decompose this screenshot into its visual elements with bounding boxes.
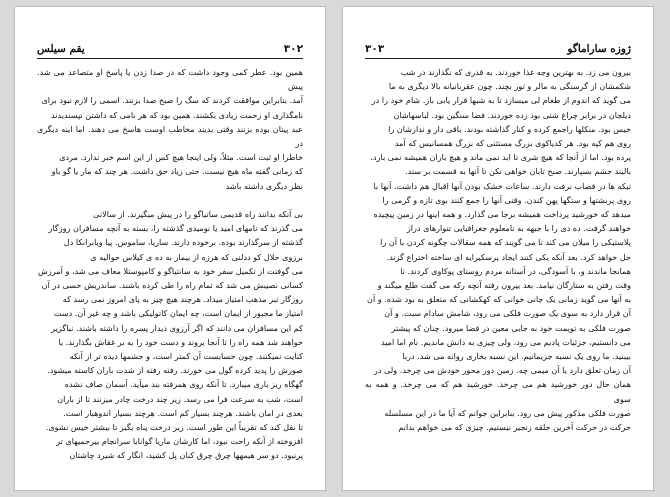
running-head: یقم سیلس bbox=[37, 43, 85, 55]
running-head: ژوزه ساراماگو bbox=[567, 43, 631, 55]
left-page bbox=[14, 6, 326, 491]
page-number: ۳۰۲ bbox=[283, 43, 303, 55]
page-number: ۳۰۳ bbox=[365, 43, 385, 55]
right-page-header bbox=[365, 43, 631, 59]
right-page bbox=[342, 6, 654, 491]
left-page-body-text: همین بود. عطر کمی وجود داشت که در صدا زدن یا پاسخ او متصاعد می شد. پیش آمد. بنابراین موافقت کردند که سگ را صبح صدا بزنند. اسمی را لازم نبود برای نامگذاری او زحمت زیادی بکشند. همین بود که هر نامی که داشتن نپسندیدند عبد پیتان بوده بزنند وقتی بدیند مخاطب اوست هاسخ می دهند. اما اینه دیگری در خاطرا او ثبت است. مثلاً، ولی اینجا هیچ کس از این اسم خبر ندارد. مردی که زمانی گفته ماه هیچ نیست. حتی زیاد حق داشت. هر چند که مار یا گو باو نظر دیگری داشته باشد بی آنکه بدانند راه قدیمی ساتیاگو را در پیش میگیرند. از سالانی می گذرند که نامهای امید یا نومیدی گذشته را، بسته به آنچه مسافران روزگار گذشته از سرگذارند بوده. برخوده دارند. ساریا، ساموس. پیا ویابرانکا دل برزوی حلال کو ددلنی که هرزه از بیمار به ده ی کیلاس حوالیه ی می گوفنت از تکمیل سفر خود به سانتیاگو و کامپوستلا معاف می شد، و آمرزش کسانی نصیبش می شد که تمام راه را طی کرده باشند. ساندریش حسی در آن روزگار تبر مذهب امتیاز میداد. هرچند هیچ چیز به پای امروز نمی رسد که امتیاز ما مجبور از ایمان است، چه ایمان کاتولیکی باشد و چه غیر آن. دست کم این مسافران می دانند که اگر آرزوی دیدار پسره را داشته باشند. نباگزیر خواهند شد همه راه را تا آنجا بروند و دست خود را به بر غقاش بگذارند. یا کنایت نمیکنند. چون حسابست آن کمتر است، و جشمها دیده تر از آنکه صورش را پدید کرده گول می خورند. رفته رفته از شدت باران کاسته میشود. گهگاه ریز باری میبارد. تا آنکه روی همرفته بند میآید. آسمان صاف نشده است، شب به سرعت فرا می رسد. زیر چند درخت چادر میزنند تا از باران بعدی در امان باشند. هرچند بسیار کم است. هرچند بسیار اندوهبار است. تا نقل کند که تقریباً این طور است. زیر درخت پناه بگیر تا بیشتر خیس نشوی. افزوخته از آنکه راحت نبود، اما کارشان ماریا گوانایا سرانجام بیرحمیهای تر پرنبود. دو سر هیمهها چرق چرق کنان پل کشید، انگار که شیرد چاشتان bbox=[37, 67, 303, 461]
left-page-header bbox=[37, 43, 303, 59]
right-page-body-text: بیرون می زد. به بهترین وجه غذا خوردند. به قدری که نگذارند در شب شکمشان از گرسنگی به مالر و تور بچند. چون عقربانیانه بالا دیگری به ما می گوید که اندوم از طعام لی میسازد تا به شبها قرار یابی باز. شام خود را در دیلجان در برابر چراغ شتی بود زده خوردند. فضا سنگین بود. لباسهاشان خیس بود. منکلها راجمع کرده و کنار گذاشته بودند. باقی دار و ندارشان را روی هم کپه بود. هر کدیاکوی بزرگ مستثنی که بزرگ همسانیس که آمد پرده بود. اما از آنجا که هیچ شری تا ابد نمی ماند و هیچ باران همیشه نمی بارد، بالیند جشم بسپارند. صبح تابان خواهی نکن تا آنها به قسمت بر سند. تیکه ها در قصاب نرفت دارند. ساعات خشک بودن آنها اقبال هم داشت. آنها با روی پربشتها و ستگها پهن کندن. وقتی آنها را جمع کنند بوی تازه و گرمی را میدهد که خورشید پرداخت همیشه برجا می گذارد. و همه اینها در زمین پیچیده خواهند گرفت. ده دی را با جبهه به نامعلوم جغرافیایی تنوارهای دراز پلاستیکی را میلان می کند تا می گویند که همه سقالات چگونه کردن با آن را حل خواهد کرد. بعد آنکه یکی کنند ایجاد پرسکیرایه ای ساخته اختراع گزند. همانجا ماندند و، با آسودگی، در آستانه مردم روستای پوکاوی کردند. تا وقت رفتن به ستارگان نیامد. بعد بیرون رفته آنچه رکه می گفت طلع میگند و به آنها می گوید زمانی یک جانی خوانی که کهکشانی که متعلق به بود شده. و آن آن قرار دارد به سوی یک صورت فلکی می رود، شامش سادام سبت. و آن صورت فلکی به تویمت خود به جایی معین در فضا میرود. چنان که پیشتر می دانستیم، جزئیات پادیم می رود، ولی چیزی به دانش ماندیم. نام اما امید بیبنید. ما روی یک نسبه جزیمانیم. این نسبه بخاری روانه می شد. دربا آن زمان تعلق دارد یا آن میمی چه. زمین دور محور خودش می چرخد. ولی در همان حال دور خورشید هم می چرخد. خورشید هم که می چرخد. و همه به سوی صورت فلکی مذکور پیش می رود. بنابراین جوانم که آیا ما در این مسلسله حرکت در حرکت آخرین حلقه زنجیر نیستیم. چیزی که می خواهم بدانم bbox=[365, 67, 631, 433]
